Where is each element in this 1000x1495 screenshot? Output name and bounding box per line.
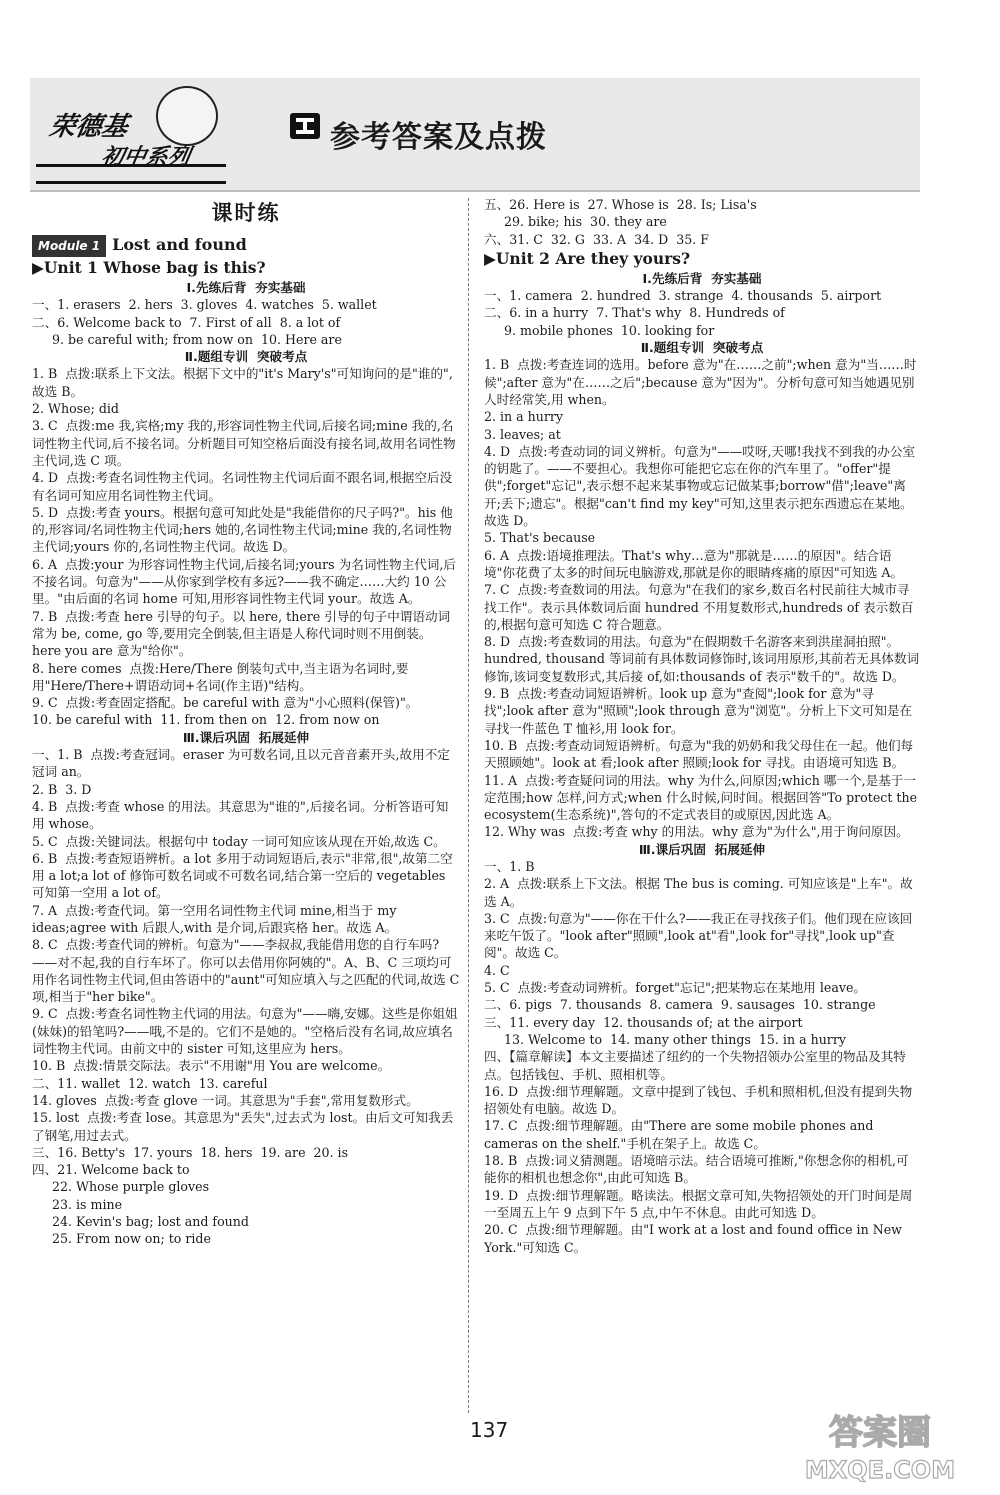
answer-line: 6. B 点拨:考查短语辨析。a lot 多用于动词短语后,表示"非常,很",故第二空用 a lot;a lot of 修饰可数名词或不可数名词,结合第一空后的 vegetables 可知第一空用 a lot of。 — [32, 850, 453, 901]
answer-line: 2. A 点拨:联系上下文法。根据 The bus is coming. 可知应该是"上车"。故选 A。 — [484, 876, 913, 909]
answer-line: 3. leaves; at — [484, 426, 561, 442]
answer-line: 14. gloves 点拨:考查 glove 一词。其意思为"手套",常用复数形式。 — [32, 1092, 419, 1108]
answer-line: 17. C 点拨:细节理解题。由"There are some mobile phones and cameras on the shelf."手机在架子上。故选 C。 — [484, 1118, 878, 1151]
right-answer-list — [484, 270, 920, 1256]
answer-line: 7. B 点拨:考查 here 引导的句子。以 here, there 引导的句子中谓语动词常为 be, come, go 等,要用完全倒装,但主语是人称代词时则不用倒装。here you are 意为"给你"。 — [32, 608, 451, 659]
answer-line: 9. C 点拨:考查名词性物主代词的用法。句意为"——嗨,安娜。这些是你姐姐(妹妹)的铅笔吗?——哦,不是的。它们不是她的。"空格后没有名词,故应填名词性物主代词。由前文中的 sister 可知,这里应为 hers。 — [32, 1006, 458, 1057]
answer-line: 9. mobile phones 10. looking for — [504, 322, 715, 338]
answer-line: 五、26. Here is 27. Whose is 28. Is; Lisa's — [484, 197, 757, 212]
answer-line: 2. Whose; did — [32, 401, 119, 417]
section-heading: Ⅱ.题组专训 突破考点 — [640, 340, 764, 356]
answer-line: 8. D 点拨:考查数词的用法。句意为"在假期数千名游客来到洪崖洞拍照"。hundred, thousand 等词前有具体数词修饰时,该词用原形,其前若无具体数词修饰,该词变复数形式,其后接 of,如:thousands of 表示"数千的"。故选 D。 — [484, 634, 920, 684]
brand-stripes — [36, 164, 226, 184]
brand-series: 初中系列 — [99, 145, 192, 170]
watermark-logo — [790, 1400, 970, 1486]
answer-line: 一、1. camera 2. hundred 3. strange 4. thousands 5. airport — [484, 288, 882, 304]
answer-line: 二、6. Welcome back to 7. First of all 8. a lot of — [32, 314, 341, 330]
column-divider — [468, 198, 469, 1413]
answer-line: 一、1. B — [484, 858, 535, 874]
answer-line: 5. That's because — [484, 530, 596, 546]
answer-line: 一、1. erasers 2. hers 3. gloves 4. watches 5. wallet — [32, 297, 377, 313]
lesson-title: 课时练 — [211, 201, 281, 225]
answer-line: 二、6. in a hurry 7. That's why 8. Hundreds of — [484, 305, 785, 321]
answer-line: 8. here comes 点拨:Here/There 倒装句式中,当主语为名词时,要用"Here/There+谓语动词+名词(作主语)"结构。 — [32, 660, 409, 693]
answer-line: 1. B 点拨:联系上下文法。根据下文中的"it's Mary's"可知询问的是"谁的",故选 B。 — [32, 366, 453, 399]
answer-line: 4. B 点拨:考查 whose 的用法。其意思为"谁的",后接名词。分析答语可知用 whose。 — [32, 798, 449, 832]
author-portrait-icon — [156, 86, 218, 146]
right-answer-list-top — [484, 196, 920, 248]
answer-line: 四、21. Welcome back to — [32, 1162, 190, 1178]
dian-logo-icon — [287, 108, 323, 144]
module-title: Lost and found — [112, 235, 247, 254]
answer-line: 2. in a hurry — [484, 409, 564, 425]
answer-line: 10. be careful with 11. from then on 12. from now on — [32, 712, 380, 728]
answer-line: 6. A 点拨:语境推理法。That's why…意为"那就是……的原因"。结合语境"你花费了太多的时间玩电脑游戏,那就是你的眼睛疼痛的原因"可知选 A。 — [484, 547, 904, 580]
answer-line: 5. C 点拨:考查动词辨析。forget"忘记";把某物忘在某地用 leave。 — [484, 980, 867, 996]
answer-line: 19. D 点拨:细节理解题。略读法。根据文章可知,失物招领处的开门时间是周一至周五上午 9 点到下午 5 点,中午不休息。由此可知选 D。 — [484, 1187, 913, 1220]
answer-line: 23. is mine — [52, 1196, 123, 1212]
section-heading: Ⅲ.课后巩固 拓展延伸 — [638, 841, 766, 857]
answer-line: 25. From now on; to ride — [52, 1231, 211, 1247]
answer-line: 二、11. wallet 12. watch 13. careful — [32, 1075, 268, 1091]
section-heading: Ⅰ.先练后背 夯实基础 — [186, 280, 306, 295]
answer-line: 7. A 点拨:考查代词。第一空用名词性物主代词 mine,相当于 my ideas;agree with 后跟人,with 是介词,后跟宾格 her。故选 A。 — [32, 902, 401, 935]
answer-line: 18. B 点拨:词义猜测题。语境暗示法。结合语境可推断,"你想念你的相机,可能你的相机也想念你",由此可知选 B。 — [484, 1153, 909, 1186]
answer-line: 29. bike; his 30. they are — [504, 214, 667, 230]
answer-line: 4. C — [484, 962, 510, 978]
answer-line: 15. lost 点拨:考查 lose。其意思为"丢失",过去式为 lost。由后文可知我丢了钢笔,用过去式。 — [32, 1110, 454, 1143]
answer-line: 四、【篇章解读】本文主要描述了纽约的一个失物招领办公室里的物品及其特点。包括钱包、手机、照相机等。 — [484, 1049, 906, 1082]
answer-line: 9. C 点拨:考查固定搭配。be careful with 意为"小心照料(保管)"。 — [32, 695, 419, 711]
unit1-title: ▶Unit 1 Whose bag is this? — [32, 258, 266, 277]
left-answer-list — [32, 279, 464, 1248]
answer-line: 6. A 点拨:your 为形容词性物主代词,后接名词;yours 为名词性物主代词,后不接名词。句意为"——从你家到学校有多远?——我不确定……大约 10 公里。"由后面的名词 home 可知,用形容词性物主代词 your。故选 A。 — [32, 556, 456, 607]
answer-line: 1. B 点拨:考查连词的选用。before 意为"在……之前";when 意为"当……时候";after 意为"在……之后";because 意为"因为"。分析句意可知当她遇见别人时经常笑,用 when。 — [484, 357, 917, 407]
answer-line: 7. C 点拨:考查数词的用法。句意为"在我们的家乡,数百名村民前往大城市寻找工作"。表示具体数词后面 hundred 不用复数形式,hundreds of 表示数百的,根据句意可知选 C 符合题意。 — [484, 582, 914, 632]
left-column — [32, 196, 464, 1248]
answer-line: 9. be careful with; from now on 10. Here are — [52, 331, 342, 347]
watermark-line1: 答案圈 — [829, 1413, 931, 1453]
unit2-title: ▶Unit 2 Are they yours? — [484, 248, 691, 268]
answer-line: 3. C 点拨:me 我,宾格;my 我的,形容词性物主代词,后接名词;mine 我的,名词性物主代词,后不接名词。分析题目可知空格后面没有接名词,故用名词性物主代词,选 C 项。 — [32, 418, 456, 468]
brand-name: 荣德基 — [46, 112, 131, 142]
section-heading: Ⅱ.题组专训 突破考点 — [184, 349, 308, 365]
answer-line: 5. C 点拨:关键词法。根据句中 today 一词可知应该从现在开始,故选 C。 — [32, 833, 446, 849]
module-heading — [32, 234, 460, 257]
answer-line: 一、1. B 点拨:考查冠词。eraser 为可数名词,且以元音音素开头,故用不定冠词 an。 — [32, 747, 450, 780]
answer-line: 24. Kevin's bag; lost and found — [52, 1214, 249, 1230]
answer-line: 10. B 点拨:考查动词短语辨析。句意为"我的奶奶和我父母住在一起。他们每天照顾她"。look at 看;look after 照顾;look for 寻找。由语境可知选 B。 — [484, 737, 914, 771]
answer-line: 12. Why was 点拨:考查 why 的用法。why 意为"为什么",用于询问原因。 — [484, 824, 909, 840]
answer-line: 16. D 点拨:细节理解题。文章中提到了钱包、手机和照相机,但没有提到失物招领处有电脑。故选 D。 — [484, 1083, 913, 1117]
module-badge: Module 1 — [32, 235, 106, 257]
answer-line: 13. Welcome to 14. many other things 15. in a hurry — [504, 1031, 846, 1047]
right-column — [484, 196, 920, 1256]
answer-line: 8. C 点拨:考查代词的辨析。句意为"——李叔叔,我能借用您的自行车吗?——对不起,我的自行车坏了。你可以去借用你阿姨的"。A、B、C 三项均可用作名词性物主代词,但由答语中的"aunt"可知应填入与之匹配的代词,故选 C 项,相当于"her bike"。 — [32, 937, 464, 1005]
answer-line: 9. B 点拨:考查动词短语辨析。look up 意为"查阅";look for 意为"寻找";look after 意为"照顾";look through 意为"浏览"。分析上下文可知是在寻找一件蓝色 T 恤衫,用 look for。 — [484, 686, 913, 736]
page-header-title: 参考答案及点拨 — [330, 120, 547, 155]
brand-logo — [36, 84, 246, 186]
section-heading: Ⅲ.课后巩固 拓展延伸 — [182, 729, 310, 745]
page-number: 137 — [470, 1418, 509, 1442]
answer-line: 4. D 点拨:考查名词性物主代词。名词性物主代词后面不跟名词,根据空后没有名词可知应用名词性物主代词。 — [32, 470, 453, 503]
watermark-line2: MXQE.COM — [804, 1456, 956, 1484]
answer-line: 三、11. every day 12. thousands of; at the airport — [484, 1014, 803, 1030]
answer-line: 10. B 点拨:情景交际法。表示"不用谢"用 You are welcome。 — [32, 1058, 391, 1074]
answer-line: 4. D 点拨:考查动词的词义辨析。句意为"——哎呀,天哪!我找不到我的办公室的钥匙了。——不要担心。我想你可能把它忘在你的汽车里了。"offer"提供";forget"忘记",表示想不起来某事物或忘记做某事;borrow"借";leave"离开;丢下;遗忘"。根据"can't find my key"可知,这里表示把东西遗忘在某地。故选 D。 — [484, 443, 916, 529]
answer-line: 22. Whose purple gloves — [52, 1179, 210, 1195]
answer-line: 11. A 点拨:考查疑问词的用法。why 为什么,问原因;which 哪一个,是基于一定范围;how 怎样,问方式;when 什么时候,问时间。根据回答"To protect the ecosystem(生态系统)",答句的不定式表目的或原因,因此选 A。 — [484, 772, 922, 823]
answer-line: 5. D 点拨:考查 yours。根据句意可知此处是"我能借你的尺子吗?"。his 他的,形容词/名词性物主代词;hers 她的,名词性物主代词;mine 我的,名词性物主代词;yours 你的,名词性物主代词。故选 D。 — [32, 504, 453, 555]
section-heading: Ⅰ.先练后背 夯实基础 — [642, 270, 762, 286]
answer-line: 3. C 点拨:句意为"——你在干什么?——我正在寻找孩子们。他们现在应该回来吃午饭了。"look after"照顾",look at"看",look for"寻找",look up"查阅"。故选 C。 — [484, 910, 913, 961]
answer-line: 三、16. Betty's 17. yours 18. hers 19. are 20. is — [32, 1144, 349, 1160]
answer-line: 2. B 3. D — [32, 781, 92, 797]
answer-line: 六、31. C 32. G 33. A 34. D 35. F — [484, 231, 709, 247]
answer-line: 二、6. pigs 7. thousands 8. camera 9. sausages 10. strange — [484, 997, 876, 1013]
answer-line: 20. C 点拨:细节理解题。由"I work at a lost and found office in New York."可知选 C。 — [484, 1222, 906, 1255]
